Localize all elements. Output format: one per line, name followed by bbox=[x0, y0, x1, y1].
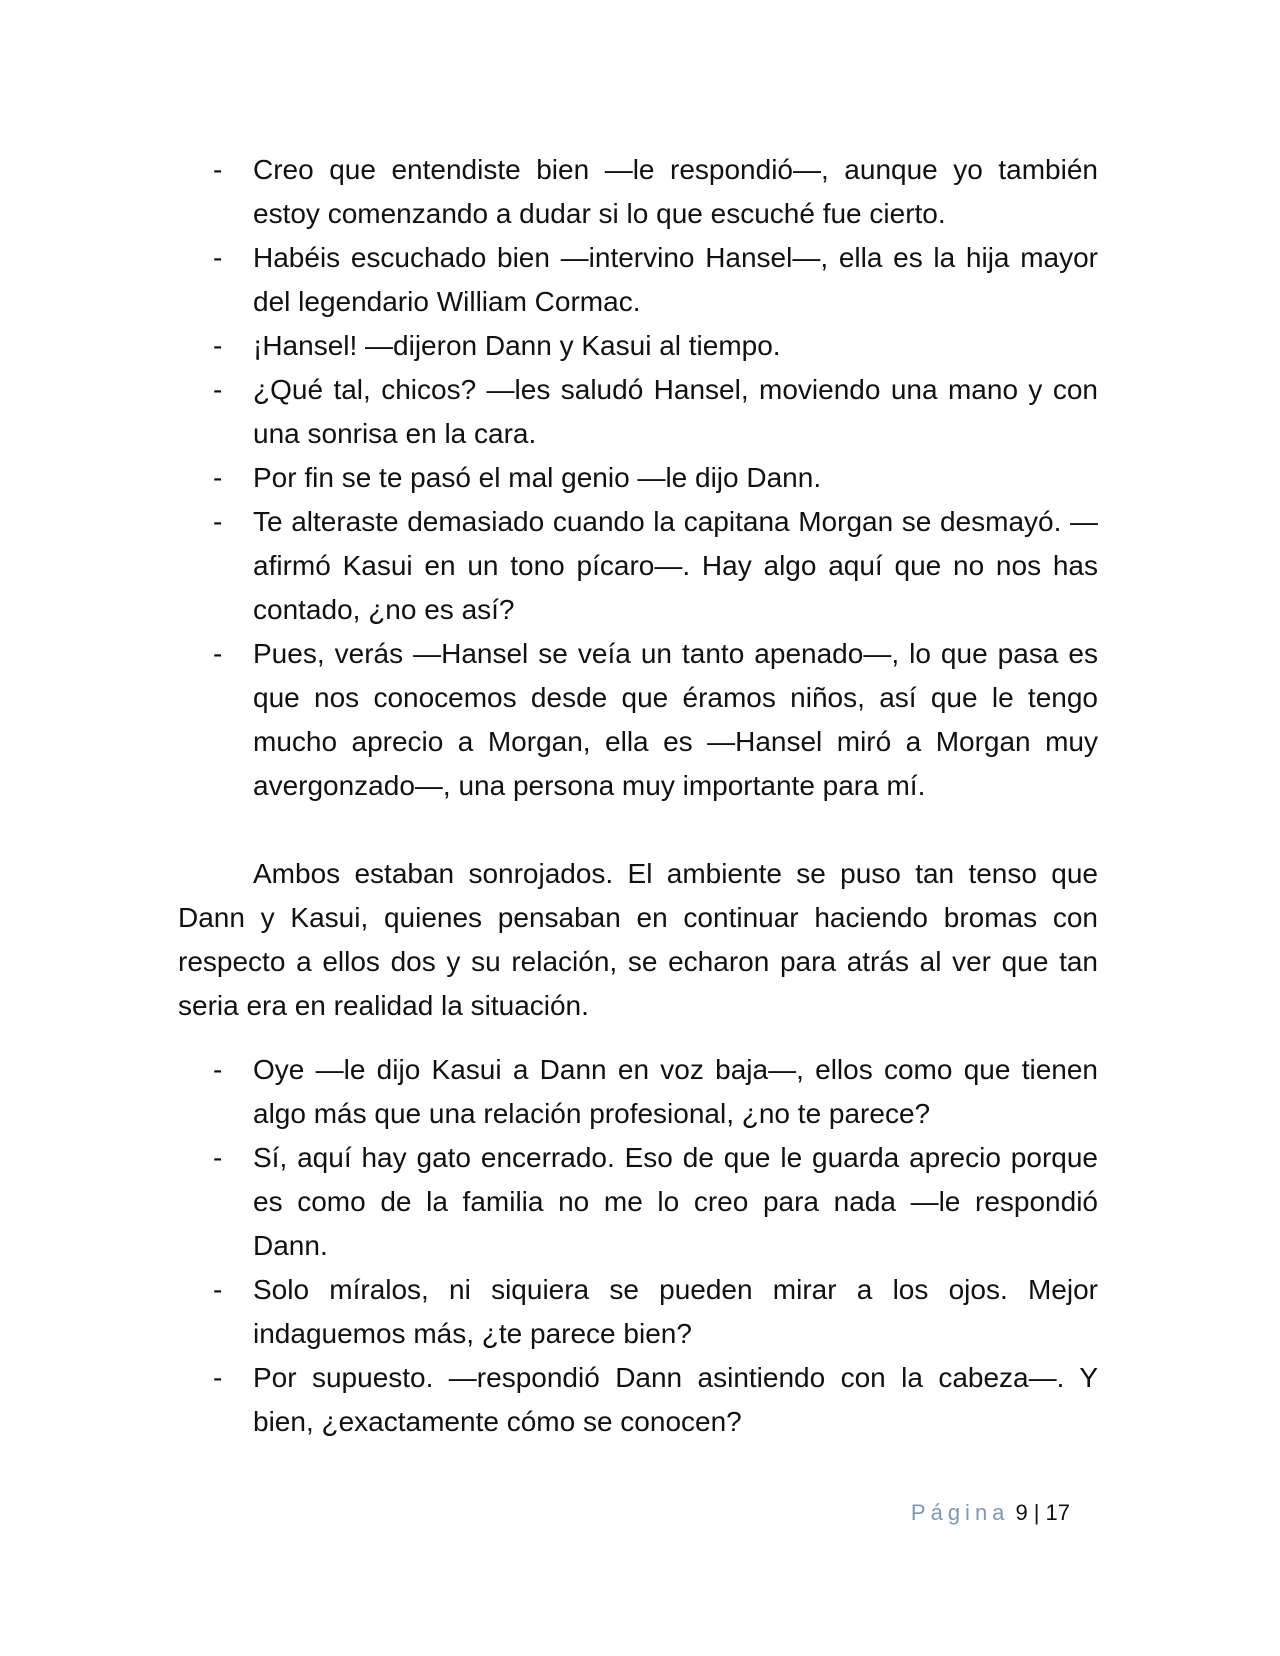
dialogue-dash: - bbox=[213, 506, 223, 537]
dialogue-line bbox=[178, 500, 1098, 632]
dialogue-text: Sí, aquí hay gato encerrado. Eso de que le guarda aprecio porque es como de la familia no me lo creo para nada —le respondió Dann. bbox=[253, 1142, 1098, 1261]
dialogue-text: Pues, verás —Hansel se veía un tanto apenado—, lo que pasa es que nos conocemos desde que éramos niños, así que le tengo mucho aprecio a Morgan, ella es —Hansel miró a Morgan muy avergonzado—, una persona muy importante para mí. bbox=[253, 638, 1098, 801]
page-number: 9 bbox=[1015, 1500, 1028, 1525]
dialogue-dash: - bbox=[213, 330, 223, 361]
dialogue-text: Habéis escuchado bien —intervino Hansel—, ella es la hija mayor del legendario William Cormac. bbox=[253, 242, 1098, 317]
dialogue-line bbox=[178, 1268, 1098, 1356]
dialogue-text: ¡Hansel! —dijeron Dann y Kasui al tiempo. bbox=[253, 330, 781, 361]
page-footer bbox=[860, 1498, 1070, 1528]
dialogue-line bbox=[178, 456, 1098, 500]
dialogue-line bbox=[178, 236, 1098, 324]
dialogue-line bbox=[178, 1356, 1098, 1444]
dialogue-text: ¿Qué tal, chicos? —les saludó Hansel, moviendo una mano y con una sonrisa en la cara. bbox=[253, 374, 1098, 449]
dialogue-dash: - bbox=[213, 462, 223, 493]
dialogue-line bbox=[178, 148, 1098, 236]
dialogue-dash: - bbox=[213, 1274, 223, 1305]
dialogue-dash: - bbox=[213, 638, 223, 669]
dialogue-dash: - bbox=[213, 242, 223, 273]
dialogue-block-top bbox=[178, 148, 1098, 808]
page-separator: | bbox=[1033, 1500, 1040, 1525]
dialogue-text: Por fin se te pasó el mal genio —le dijo Dann. bbox=[253, 462, 822, 493]
dialogue-line bbox=[178, 368, 1098, 456]
dialogue-dash: - bbox=[213, 1362, 223, 1393]
page-label: Página bbox=[910, 1500, 1010, 1525]
dialogue-line bbox=[178, 324, 1098, 368]
dialogue-line bbox=[178, 1136, 1098, 1268]
dialogue-text: Te alteraste demasiado cuando la capitana Morgan se desmayó. —afirmó Kasui en un tono pícaro—. Hay algo aquí que no nos has contado, ¿no es así? bbox=[253, 506, 1098, 625]
dialogue-text: Por supuesto. —respondió Dann asintiendo con la cabeza—. Y bien, ¿exactamente cómo se conocen? bbox=[253, 1362, 1098, 1437]
narration-paragraph: Ambos estaban sonrojados. El ambiente se puso tan tenso que Dann y Kasui, quienes pensaban en continuar haciendo bromas con respecto a ellos dos y su relación, se echaron para atrás al ver que tan seria era en realidad la situación. bbox=[178, 858, 1098, 1021]
dialogue-dash: - bbox=[213, 154, 223, 185]
dialogue-dash: - bbox=[213, 1142, 223, 1173]
dialogue-block-bottom bbox=[178, 1048, 1098, 1444]
dialogue-dash: - bbox=[213, 374, 223, 405]
dialogue-text: Creo que entendiste bien —le respondió—, aunque yo también estoy comenzando a dudar si lo que escuché fue cierto. bbox=[253, 154, 1098, 229]
dialogue-text: Solo míralos, ni siquiera se pueden mirar a los ojos. Mejor indaguemos más, ¿te parece bien? bbox=[253, 1274, 1098, 1349]
dialogue-text: Oye —le dijo Kasui a Dann en voz baja—, ellos como que tienen algo más que una relación profesional, ¿no te parece? bbox=[253, 1054, 1098, 1129]
dialogue-line bbox=[178, 1048, 1098, 1136]
total-pages: 17 bbox=[1045, 1500, 1070, 1525]
dialogue-dash: - bbox=[213, 1054, 223, 1085]
dialogue-line bbox=[178, 632, 1098, 808]
